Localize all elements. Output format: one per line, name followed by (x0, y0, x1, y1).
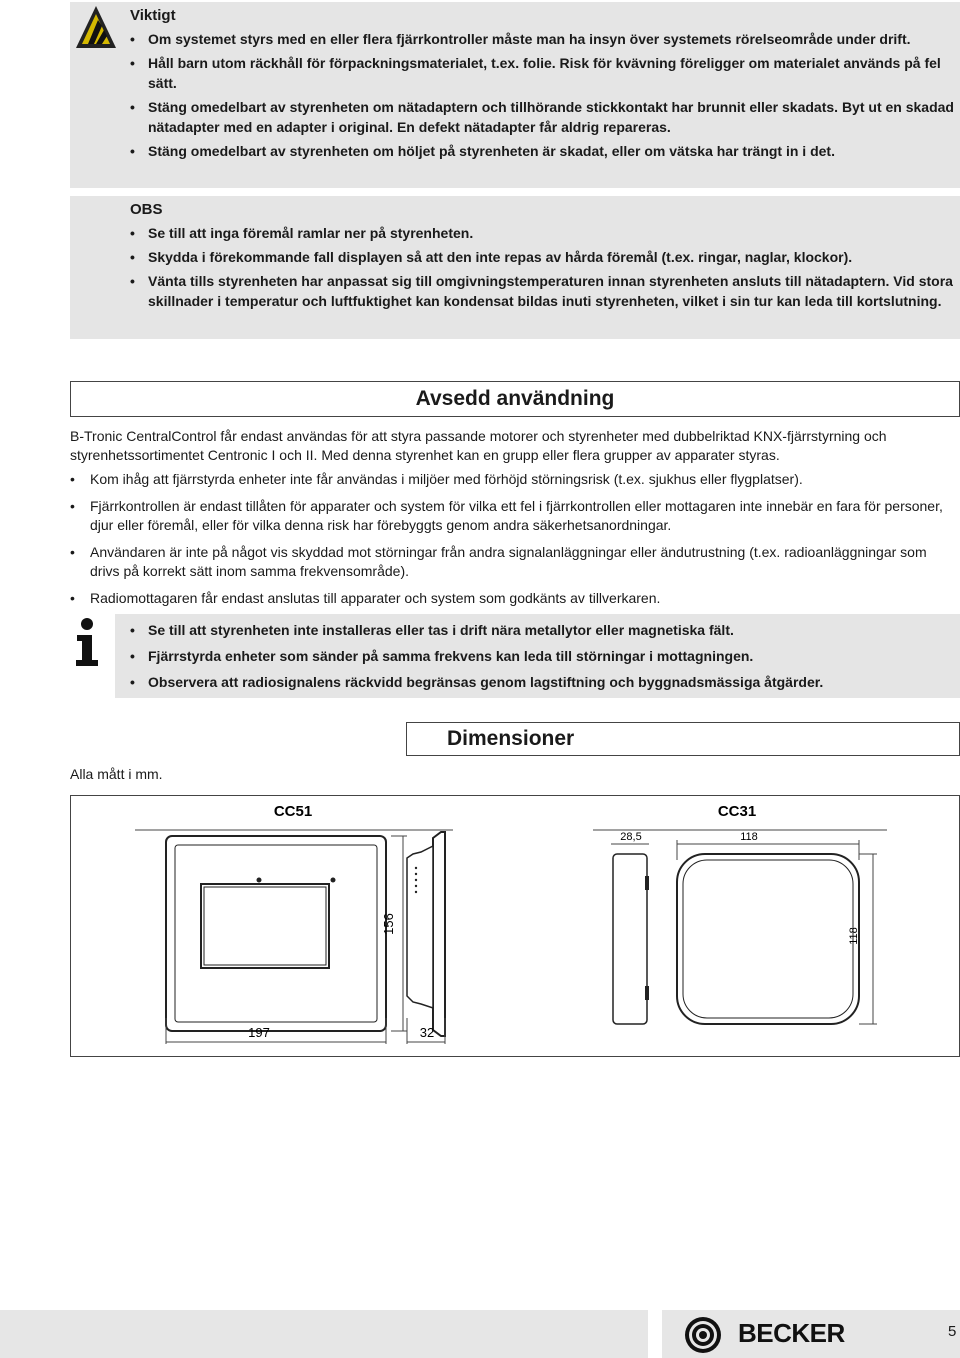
obs-title: OBS (130, 201, 163, 218)
cc31-label: CC31 (717, 803, 757, 820)
section-title-intended-use: Avsedd användning (70, 381, 960, 417)
list-item: • Fjärrstyrda enheter som sänder på samma frekvens kan leda till störningar i mottagningen. (130, 646, 956, 666)
list-item: • Skydda i förekommande fall displayen så att den inte repas av hårda föremål (t.ex. ringar, naglar, klockor). (130, 247, 956, 267)
list-item: • Se till att styrenheten inte installeras eller tas i drift nära metallytor eller magnetiska fält. (130, 620, 956, 640)
cc51-depth-value: 32 (419, 1025, 435, 1040)
list-item: • Se till att inga föremål ramlar ner på styrenheten. (130, 223, 956, 243)
obs-list (130, 223, 956, 315)
cc31-side-view (613, 854, 647, 1024)
cc31-height-value: 118 (848, 927, 860, 945)
list-item: • Håll barn utom räckhåll för förpackningsmaterialet, t.ex. folie. Risk för kvävning föreligger om materialet används på fel sätt. (130, 53, 956, 93)
info-list (130, 620, 956, 698)
list-item: • Om systemet styrs med en eller flera fjärrkontroller måste man ha insyn över systemets rörelseområde under drift. (130, 29, 956, 49)
warning-triangle-icon (74, 4, 118, 50)
cc51-height-value: 156 (381, 913, 396, 935)
page-number: 5 (948, 1323, 957, 1340)
cc51-label: CC51 (273, 803, 313, 820)
info-icon (72, 618, 102, 666)
list-item: • Vänta tills styrenheten har anpassat sig till omgivningstemperaturen innan styrenheten ansluts till nätadaptern. Vid stora skillnader i temperatur och luftfuktighet kan kondensat bildas inuti styrenheten, vilket i sin tur kan leda till kortslutning. (130, 271, 956, 311)
list-item: • Fjärrkontrollen är endast tillåten för apparater och system för vilka ett fel i fjärrkontrollen eller mottagaren inte innebär en fara för personer, djur eller föremål, eller för vilka denna risk har förebyggts genom andra säkerhetsanordningar. (70, 497, 958, 535)
list-item: • Observera att radiosignalens räckvidd begränsas genom lagstiftning och byggnadsmässiga åtgärder. (130, 672, 956, 692)
cc31-depth-value: 28,5 (620, 831, 642, 843)
intended-use-list (70, 470, 958, 616)
list-item: • Stäng omedelbart av styrenheten om höljet på styrenheten är skadat, eller om vätska har trängt in i det. (130, 141, 956, 161)
cc51-front-view (166, 836, 386, 1031)
intended-use-intro: B-Tronic CentralControl får endast användas för att styra passande motorer och styrenheter med dubbelriktad KNX-fjärrstyrning och styrenhetssortimentet Centronic I och II. Med denna styrenhet kan en grupp eller flera grupper av apparater styras. (70, 428, 887, 463)
warning-title: Viktigt (130, 7, 176, 24)
cc51-width-value: 197 (248, 1025, 270, 1040)
cc31-front-view (677, 854, 859, 1024)
list-item: • Radiomottagaren får endast anslutas till apparater och system som godkänts av tillverkaren. (70, 589, 958, 608)
units-note: Alla mått i mm. (70, 766, 163, 782)
dimension-drawing (70, 795, 960, 1057)
list-item: • Stäng omedelbart av styrenheten om nätadaptern och tillhörande stickkontakt har brunnit eller skadats. Byt ut en skadad nätadapter med en adapter i original. En defekt nätadapter får aldrig repareras. (130, 97, 956, 137)
cc51-side-view (433, 832, 445, 1036)
footer-bar (0, 1310, 648, 1358)
warning-list (130, 29, 956, 165)
list-item: • Användaren är inte på något vis skyddad mot störningar från andra signalanläggningar eller ändutrustning (t.ex. radioanläggningar som drivs på korrekt sätt inom samma frekvensområde). (70, 543, 958, 581)
dimension-svg (71, 796, 959, 1056)
section-title-dimensions: Dimensioner (406, 722, 960, 756)
cc31-width-value: 118 (740, 831, 758, 843)
list-item: • Kom ihåg att fjärrstyrda enheter inte får användas i miljöer med förhöjd störningsrisk (t.ex. sjukhus eller flygplatser). (70, 470, 958, 489)
brand-name: BECKER (738, 1318, 845, 1348)
becker-logo-icon (684, 1316, 722, 1354)
